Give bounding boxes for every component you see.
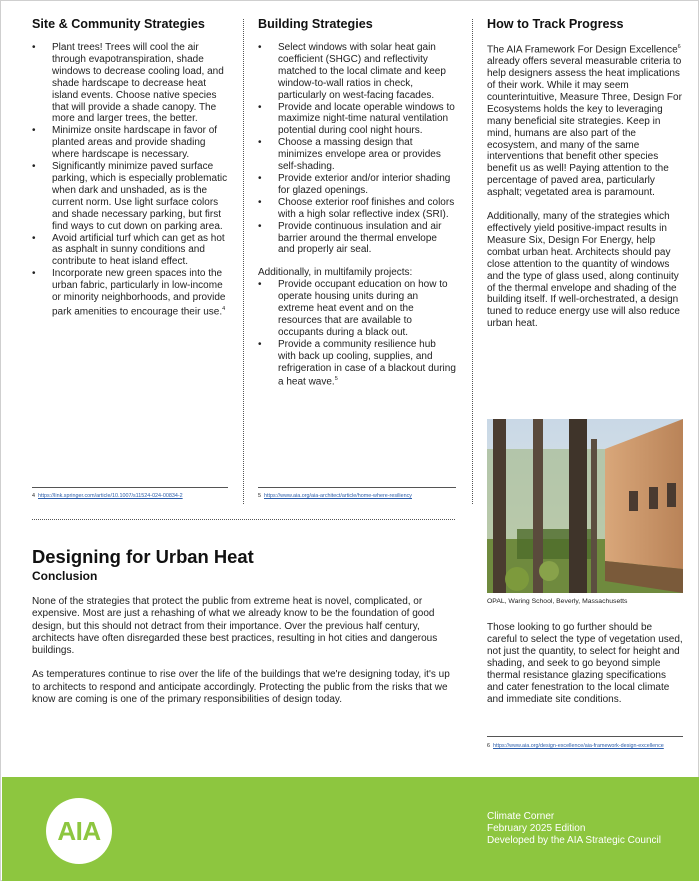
aia-logo: AIA xyxy=(46,798,112,864)
list-item: • Select windows with solar heat gain coefficient (SHGC) and reflectivity matched to the local climate and keep window-to-wall ratios in check, particularly on west-facing facades. xyxy=(258,42,456,102)
conclusion-subtitle: Conclusion xyxy=(32,569,98,583)
footnote-link[interactable]: https://link.springer.com/article/10.1007/s11524-024-00834-2 xyxy=(38,493,183,499)
footer-text xyxy=(487,811,661,847)
footer-line: Developed by the AIA Strategic Council xyxy=(487,835,661,846)
footnote-divider xyxy=(258,487,456,488)
list-item: • Incorporate new green spaces into the urban fabric, particularly in low-income or minority neighborhoods, and provide park amenities to encourage their use.$^4$ xyxy=(32,268,228,318)
list-item: • Minimize onsite hardscape in favor of planted areas and provide shading where hardscape is necessary. xyxy=(32,125,228,161)
conclusion-paragraph-1: None of the strategies that protect the public from extreme heat is novel, complicated, or expensive. Most are just a rehashing of what we already know to be the foundation of good design, but this should not detract from their importance. Over the previous half century, architects have often disregarded these best practices, resulting in hot cities and dangerous buildings. xyxy=(32,596,438,657)
track-progress-column xyxy=(487,17,683,330)
footnote-marker: 5 xyxy=(334,376,338,383)
footnote-6: 6 https://www.aia.org/design-excellence/aia-framework-design-excellence xyxy=(487,743,664,749)
footnote-link[interactable]: https://www.aia.org/design-excellence/aia-framework-design-excellence xyxy=(493,743,664,749)
building-strategies-column xyxy=(258,17,456,389)
list-item: • Significantly minimize paved surface parking, which is especially problematic when dark and unshaded, as is the current norm. Use light surface colors and shade necessary parking, but first find ways to cut down on parking area. xyxy=(32,161,228,232)
footer-line: February 2025 Edition xyxy=(487,823,586,834)
list-item: • Provide continuous insulation and air barrier around the thermal envelope and properly air seal. xyxy=(258,221,456,257)
list-item: • Provide occupant education on how to operate housing units during an extreme heat event and on the resources that are available to occupants during a black out. xyxy=(258,279,456,339)
list-item: • Provide and locate operable windows to maximize night-time natural ventilation potential during cool night hours. xyxy=(258,102,456,138)
conclusion-section xyxy=(32,547,457,706)
site-community-column xyxy=(32,17,228,318)
multifamily-intro: Additionally, in multifamily projects: xyxy=(258,267,413,279)
list-item: • Choose exterior roof finishes and colors with a high solar reflective index (SRI). xyxy=(258,197,456,221)
list-item: • Choose a massing design that minimizes envelope area or provides self-shading. xyxy=(258,137,456,173)
progress-paragraph-3: Those looking to go further should be careful to select the type of vegetation used, not just the quantity, to select for height and shading, and seek to go beyond simple thermal resistance glazing specifications and cater fenestration to the local climate and immediate site conditions. xyxy=(487,622,683,705)
progress-paragraph-2: Additionally, many of the strategies which effectively yield positive-impact results in Measure Six, Design For Energy, help combat urban heat. Architects should pay close attention to the quantity of windows and the type of glass used, along continuity of the thermal envelope and shading of the building itself. If well-orchestrated, a design tuned to reduce energy use will also reduce urban heat. xyxy=(487,211,680,330)
footnote-marker: 6 xyxy=(677,44,681,50)
building-photo xyxy=(487,419,683,593)
building-strategies-list xyxy=(258,42,456,256)
progress-paragraph-1: The AIA Framework For Design Excellence$^6$ already offers several measurable criteria to help designers assess the heat implications of their work. While it may seem counterintuitive, Measure Three, Design For Ecosystems holds the key to leveraging many beneficial site strategies. Keep in mind, humans are also part of the ecosystem, and many of the same interventions that benefit other species benefit us as well! Paying attention to the percentage of paved area, particularly asphalt; vegetated area is paramount. xyxy=(487,44,682,199)
footnote-4: 4 https://link.springer.com/article/10.1007/s11524-024-00834-2 xyxy=(32,493,183,499)
column-divider xyxy=(243,19,244,504)
footnote-divider xyxy=(487,736,683,737)
footnote-marker: 4 xyxy=(222,305,226,312)
list-item: • Plant trees! Trees will cool the air through evapotranspiration, shade windows to decrease cooling load, and shade hardscape to decrease heat island events. Choose native species that will provide a shade canopy. The more and larger trees, the better. xyxy=(32,42,228,125)
list-item: • Provide exterior and/or interior shading for glazed openings. xyxy=(258,173,456,197)
footer-band xyxy=(2,777,699,881)
photo-caption: OPAL, Waring School, Beverly, Massachusetts xyxy=(487,598,628,605)
footnote-divider xyxy=(32,487,228,488)
footnote-5: 5 https://www.aia.org/aia-architect/article/home-where-resiliency xyxy=(258,493,412,499)
list-item: • Provide a community resilience hub with back up cooling, supplies, and refrigeration in case of a blackout during a heat wave.$^5$ xyxy=(258,339,456,389)
photo-illustration xyxy=(487,419,683,593)
building-strategies-heading: Building Strategies xyxy=(258,17,373,31)
track-progress-heading: How to Track Progress xyxy=(487,17,624,31)
site-strategies-list xyxy=(32,42,228,318)
column-divider xyxy=(472,19,473,504)
footnote-link[interactable]: https://www.aia.org/aia-architect/article/home-where-resiliency xyxy=(264,493,412,499)
conclusion-title: Designing for Urban Heat xyxy=(32,546,254,567)
site-strategies-heading: Site & Community Strategies xyxy=(32,17,205,31)
conclusion-paragraph-2: As temperatures continue to rise over the life of the buildings that we're designing today, it's up to architects to respond and anticipate accordingly. Protecting the public from the risks that we know are coming is one of the primary responsibilities of design today. xyxy=(32,669,450,706)
multifamily-list xyxy=(258,279,456,388)
section-divider xyxy=(32,519,455,520)
footer-line: Climate Corner xyxy=(487,811,555,822)
list-item: • Avoid artificial turf which can get as hot as asphalt in sunny conditions and contribute to heat island effect. xyxy=(32,233,228,269)
